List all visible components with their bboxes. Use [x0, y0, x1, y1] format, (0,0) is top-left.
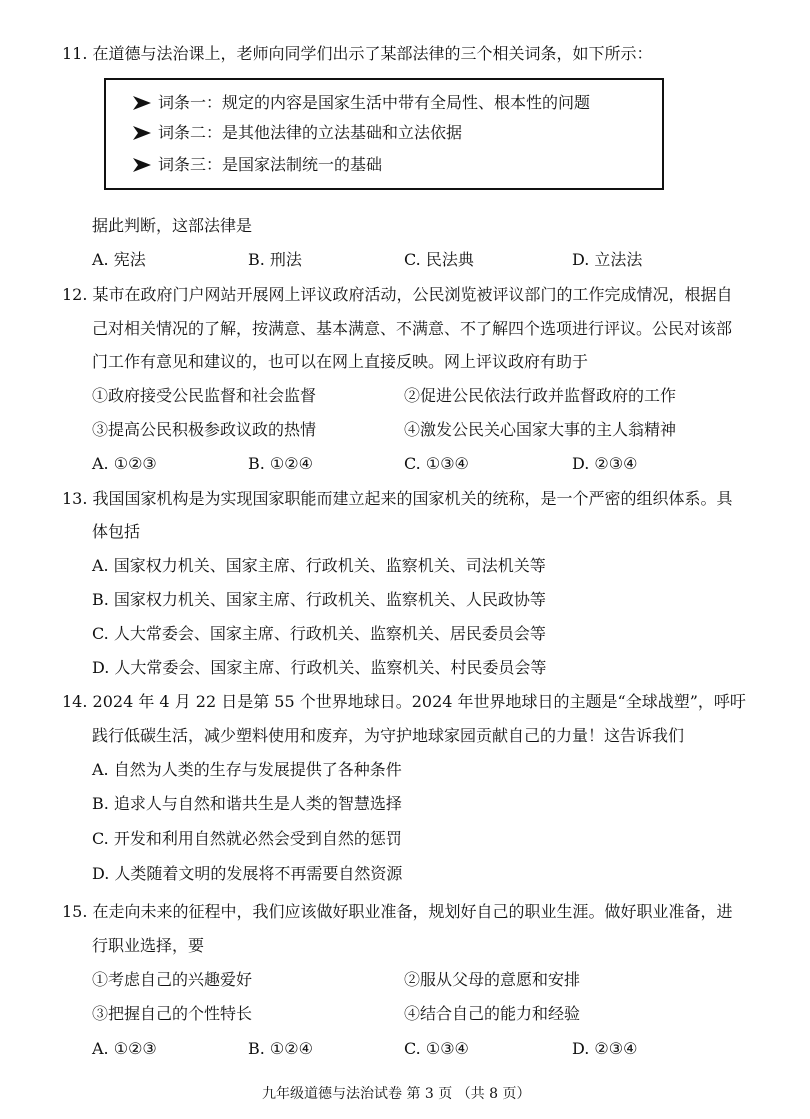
q15-option-c: C. ①③④	[404, 1039, 469, 1058]
q15-option-d: D. ②③④	[572, 1039, 638, 1058]
q14-option-d: D. 人类随着文明的发展将不再需要自然资源	[92, 864, 403, 883]
q12-line-1: 12. 某市在政府门户网站开展网上评议政府活动，公民浏览被评议部门的工作完成情况，根据自	[62, 285, 733, 304]
q12-option-b: B. ①②④	[248, 454, 313, 473]
q15-line-1: 15. 在走向未来的征程中，我们应该做好职业准备，规划好自己的职业生涯。做好职业准备，进	[62, 902, 733, 921]
q14-line-1: 14. 2024 年 4 月 22 日是第 55 个世界地球日。2024 年世界地球日的主题是“全球战塑”，呼吁	[62, 692, 746, 711]
q15-item-1: ①考虑自己的兴趣爱好	[92, 970, 253, 989]
q15-option-a: A. ①②③	[92, 1039, 157, 1058]
arrow-icon	[132, 125, 152, 141]
q11-entry-2	[132, 122, 462, 144]
q13-option-b: B. 国家权力机关、国家主席、行政机关、监察机关、人民政协等	[92, 590, 546, 609]
q11-option-b: B. 刑法	[248, 250, 302, 269]
q11-entry-text-2: 词条二：是其他法律的立法基础和立法依据	[158, 123, 463, 143]
q14-option-b: B. 追求人与自然和谐共生是人类的智慧选择	[92, 794, 402, 813]
q15-line-2: 行职业选择，要	[92, 936, 205, 955]
q11-entry-box	[104, 78, 664, 190]
page-footer: 九年级道德与法治试卷 第 3 页 （共 8 页）	[262, 1086, 531, 1102]
q11-entry-text-1: 词条一：规定的内容是国家生活中带有全局性、根本性的问题	[158, 93, 591, 113]
q12-option-d: D. ②③④	[572, 454, 638, 473]
q12-item-1: ①政府接受公民监督和社会监督	[92, 386, 317, 405]
q15-item-3: ③把握自己的个性特长	[92, 1004, 253, 1023]
q12-option-a: A. ①②③	[92, 454, 157, 473]
q12-item-3: ③提高公民积极参政议政的热情	[92, 420, 317, 439]
q12-line-2: 己对相关情况的了解，按满意、基本满意、不满意、不了解四个选项进行评议。公民对该部	[92, 319, 733, 338]
q13-line-1: 13. 我国国家机构是为实现国家职能而建立起来的国家机关的统称，是一个严密的组织体系。具	[62, 489, 733, 508]
q12-item-4: ④激发公民关心国家大事的主人翁精神	[404, 420, 677, 439]
q11-follow: 据此判断，这部法律是	[92, 216, 253, 235]
q12-item-2: ②促进公民依法行政并监督政府的工作	[404, 386, 677, 405]
q11-option-d: D. 立法法	[572, 250, 643, 269]
q14-option-c: C. 开发和利用自然就必然会受到自然的惩罚	[92, 829, 402, 848]
q14-line-2: 践行低碳生活，减少塑料使用和废弃，为守护地球家园贡献自己的力量！这告诉我们	[92, 726, 685, 745]
q11-stem: 11. 在道德与法治课上，老师向同学们出示了某部法律的三个相关词条，如下所示：	[62, 44, 653, 63]
q11-option-a: A. 宪法	[92, 250, 146, 269]
q14-option-a: A. 自然为人类的生存与发展提供了各种条件	[92, 760, 402, 779]
q11-entry-3	[132, 154, 382, 176]
q15-option-b: B. ①②④	[248, 1039, 313, 1058]
q11-entry-text-3: 词条三：是国家法制统一的基础	[158, 155, 383, 175]
q15-item-4: ④结合自己的能力和经验	[404, 1004, 581, 1023]
q11-entry-1	[132, 92, 590, 114]
q13-line-2: 体包括	[92, 522, 141, 541]
q13-option-c: C. 人大常委会、国家主席、行政机关、监察机关、居民委员会等	[92, 624, 546, 643]
q11-option-c: C. 民法典	[404, 250, 474, 269]
arrow-icon	[132, 157, 152, 173]
q12-option-c: C. ①③④	[404, 454, 469, 473]
q15-item-2: ②服从父母的意愿和安排	[404, 970, 581, 989]
q13-option-a: A. 国家权力机关、国家主席、行政机关、监察机关、司法机关等	[92, 556, 546, 575]
arrow-icon	[132, 95, 152, 111]
q13-option-d: D. 人大常委会、国家主席、行政机关、监察机关、村民委员会等	[92, 658, 547, 677]
q12-line-3: 门工作有意见和建议的，也可以在网上直接反映。网上评议政府有助于	[92, 352, 589, 371]
